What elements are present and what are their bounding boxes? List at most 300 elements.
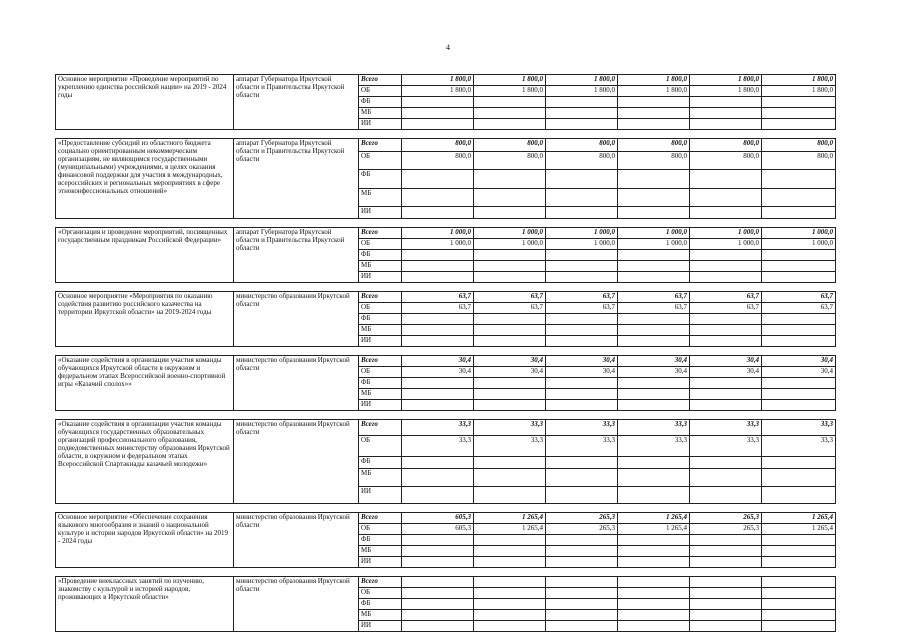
funding-source: ОБ	[359, 436, 402, 457]
amount-cell: 30,4	[546, 356, 618, 367]
amount-cell	[762, 400, 836, 411]
amount-cell: 265,3	[546, 513, 618, 524]
amount-cell	[762, 535, 836, 546]
amount-cell: 800,0	[762, 139, 836, 152]
amount-cell: 1 800,0	[618, 86, 690, 97]
activity-total-row	[56, 139, 836, 152]
amount-cell	[690, 610, 762, 621]
amount-cell	[474, 599, 546, 610]
activity-name: «Организация и проведение мероприятий, посвященных государственным праздникам Российской Федерации»	[56, 228, 234, 283]
amount-cell	[546, 314, 618, 325]
activity-total-row	[56, 356, 836, 367]
funding-source: Всего	[359, 75, 402, 86]
funding-source: ИИ	[359, 119, 402, 130]
activity-total-row	[56, 228, 836, 239]
amount-cell: 63,7	[618, 292, 690, 303]
amount-cell	[474, 336, 546, 347]
amount-cell: 33,3	[762, 436, 836, 457]
amount-cell: 63,7	[402, 292, 474, 303]
funding-source: ОБ	[359, 239, 402, 250]
amount-cell	[762, 170, 836, 189]
responsible-executor: аппарат Губернатора Иркутской области и Правительства Иркутской области	[234, 75, 359, 130]
amount-cell	[618, 621, 690, 632]
funding-source: ИИ	[359, 400, 402, 411]
amount-cell	[546, 250, 618, 261]
amount-cell	[762, 108, 836, 119]
amount-cell: 1 800,0	[690, 75, 762, 86]
amount-cell	[474, 588, 546, 599]
amount-cell: 33,3	[402, 436, 474, 457]
amount-cell: 1 000,0	[762, 239, 836, 250]
amount-cell	[546, 535, 618, 546]
amount-cell: 33,3	[690, 420, 762, 436]
amount-cell	[474, 457, 546, 469]
funding-source: МБ	[359, 325, 402, 336]
amount-cell	[546, 189, 618, 207]
amount-cell	[690, 250, 762, 261]
amount-cell	[474, 535, 546, 546]
funding-source: ФБ	[359, 97, 402, 108]
amount-cell	[546, 170, 618, 189]
amount-cell: 265,3	[546, 524, 618, 535]
amount-cell: 1 800,0	[762, 75, 836, 86]
amount-cell: 63,7	[690, 292, 762, 303]
amount-cell: 265,3	[690, 524, 762, 535]
amount-cell	[618, 389, 690, 400]
section-gap	[56, 568, 836, 577]
amount-cell	[546, 207, 618, 219]
amount-cell: 33,3	[618, 420, 690, 436]
funding-source: ОБ	[359, 524, 402, 535]
funding-source: ОБ	[359, 588, 402, 599]
amount-cell	[690, 621, 762, 632]
amount-cell	[762, 261, 836, 272]
amount-cell	[618, 207, 690, 219]
amount-cell	[618, 469, 690, 487]
amount-cell: 800,0	[546, 139, 618, 152]
amount-cell: 1 265,4	[474, 524, 546, 535]
amount-cell: 800,0	[402, 152, 474, 170]
amount-cell	[474, 170, 546, 189]
amount-cell: 33,3	[690, 436, 762, 457]
amount-cell	[402, 170, 474, 189]
amount-cell: 605,3	[402, 513, 474, 524]
amount-cell	[402, 487, 474, 504]
amount-cell: 1 800,0	[474, 75, 546, 86]
amount-cell: 30,4	[546, 367, 618, 378]
amount-cell	[618, 272, 690, 283]
activity-name: Основное мероприятие «Проведение мероприятий по укреплению единства российской нации» на 2019 - 2024 годы	[56, 75, 234, 130]
amount-cell: 800,0	[690, 139, 762, 152]
amount-cell	[618, 577, 690, 588]
amount-cell: 1 000,0	[474, 239, 546, 250]
section-gap	[56, 283, 836, 292]
funding-source: ИИ	[359, 557, 402, 568]
amount-cell	[690, 546, 762, 557]
amount-cell	[618, 325, 690, 336]
amount-cell	[474, 261, 546, 272]
amount-cell: 30,4	[402, 367, 474, 378]
amount-cell	[690, 189, 762, 207]
amount-cell: 30,4	[474, 367, 546, 378]
amount-cell: 800,0	[618, 152, 690, 170]
amount-cell: 1 800,0	[546, 86, 618, 97]
amount-cell	[618, 400, 690, 411]
funding-source: Всего	[359, 420, 402, 436]
amount-cell	[618, 557, 690, 568]
amount-cell	[546, 97, 618, 108]
amount-cell	[690, 487, 762, 504]
amount-cell: 30,4	[474, 356, 546, 367]
amount-cell	[762, 588, 836, 599]
amount-cell	[690, 261, 762, 272]
funding-source: ИИ	[359, 336, 402, 347]
amount-cell	[546, 599, 618, 610]
amount-cell	[690, 457, 762, 469]
amount-cell	[690, 336, 762, 347]
amount-cell	[690, 325, 762, 336]
amount-cell: 800,0	[402, 139, 474, 152]
funding-source: ФБ	[359, 599, 402, 610]
amount-cell: 265,3	[690, 513, 762, 524]
amount-cell	[402, 250, 474, 261]
amount-cell	[546, 577, 618, 588]
responsible-executor: аппарат Губернатора Иркутской области и Правительства Иркутской области	[234, 139, 359, 219]
amount-cell	[762, 599, 836, 610]
responsible-executor: министерство образования Иркутской области	[234, 577, 359, 632]
funding-source: ИИ	[359, 207, 402, 219]
amount-cell	[402, 599, 474, 610]
amount-cell	[474, 487, 546, 504]
amount-cell	[762, 557, 836, 568]
amount-cell	[690, 400, 762, 411]
funding-source: ФБ	[359, 535, 402, 546]
amount-cell: 33,3	[546, 420, 618, 436]
amount-cell	[762, 314, 836, 325]
amount-cell: 1 800,0	[402, 86, 474, 97]
amount-cell: 800,0	[762, 152, 836, 170]
amount-cell	[474, 577, 546, 588]
amount-cell	[402, 557, 474, 568]
amount-cell	[762, 325, 836, 336]
amount-cell	[690, 170, 762, 189]
activity-total-row	[56, 513, 836, 524]
gap-cell	[56, 504, 836, 513]
amount-cell	[474, 325, 546, 336]
page-number: 4	[446, 43, 450, 52]
funding-source: МБ	[359, 610, 402, 621]
amount-cell	[474, 621, 546, 632]
amount-cell	[690, 557, 762, 568]
funding-source: ФБ	[359, 314, 402, 325]
amount-cell: 1 265,4	[618, 513, 690, 524]
amount-cell: 63,7	[402, 303, 474, 314]
amount-cell	[474, 469, 546, 487]
funding-source: ОБ	[359, 86, 402, 97]
amount-cell: 1 000,0	[474, 228, 546, 239]
amount-cell	[474, 557, 546, 568]
amount-cell: 1 000,0	[618, 228, 690, 239]
amount-cell: 800,0	[618, 139, 690, 152]
activity-name: Основное мероприятие «Обеспечение сохранения языкового многообразия и знаний о национальной культуре и истории народов Иркутской области» на 2019 - 2024 годы	[56, 513, 234, 568]
amount-cell	[402, 610, 474, 621]
amount-cell	[402, 108, 474, 119]
amount-cell	[546, 588, 618, 599]
amount-cell	[474, 119, 546, 130]
amount-cell	[546, 336, 618, 347]
amount-cell	[402, 588, 474, 599]
amount-cell: 1 265,4	[474, 513, 546, 524]
funding-source: МБ	[359, 261, 402, 272]
amount-cell: 1 800,0	[474, 86, 546, 97]
amount-cell: 33,3	[402, 420, 474, 436]
amount-cell	[546, 325, 618, 336]
amount-cell	[690, 469, 762, 487]
amount-cell	[546, 457, 618, 469]
amount-cell	[618, 250, 690, 261]
funding-source: Всего	[359, 228, 402, 239]
responsible-executor: аппарат Губернатора Иркутской области и Правительства Иркутской области	[234, 228, 359, 283]
funding-source: ИИ	[359, 272, 402, 283]
amount-cell: 33,3	[546, 436, 618, 457]
amount-cell	[474, 250, 546, 261]
amount-cell	[474, 108, 546, 119]
amount-cell	[546, 487, 618, 504]
amount-cell	[474, 189, 546, 207]
amount-cell	[546, 400, 618, 411]
amount-cell: 33,3	[474, 420, 546, 436]
amount-cell: 1 265,4	[618, 524, 690, 535]
activity-name: «Оказание содействия в организации участия команды обучающихся государственных образовательных организаций профессионального образования, подведомственных министерству образования Иркутской области, в окружном и федеральном этапах Всероссийской Спартакиады казачьей молодежи»	[56, 420, 234, 504]
amount-cell: 30,4	[762, 356, 836, 367]
funding-source: МБ	[359, 546, 402, 557]
amount-cell: 1 000,0	[618, 239, 690, 250]
amount-cell	[546, 557, 618, 568]
amount-cell: 63,7	[690, 303, 762, 314]
funding-source: ОБ	[359, 367, 402, 378]
amount-cell	[618, 189, 690, 207]
amount-cell	[690, 207, 762, 219]
amount-cell: 1 800,0	[402, 75, 474, 86]
responsible-executor: министерство образования Иркутской области	[234, 513, 359, 568]
funding-source: ФБ	[359, 378, 402, 389]
activity-name: Основное мероприятие «Мероприятия по оказанию содействия развитию российского казачества на территории Иркутской области» на 2019-2024 годы	[56, 292, 234, 347]
section-gap	[56, 219, 836, 228]
funding-source: ОБ	[359, 303, 402, 314]
amount-cell	[402, 261, 474, 272]
amount-cell: 1 000,0	[690, 239, 762, 250]
amount-cell	[618, 170, 690, 189]
activity-total-row	[56, 420, 836, 436]
funding-source: Всего	[359, 292, 402, 303]
amount-cell: 1 000,0	[402, 228, 474, 239]
amount-cell	[690, 535, 762, 546]
amount-cell: 30,4	[690, 356, 762, 367]
amount-cell	[474, 610, 546, 621]
amount-cell	[618, 108, 690, 119]
gap-cell	[56, 219, 836, 228]
amount-cell	[618, 261, 690, 272]
amount-cell	[402, 577, 474, 588]
amount-cell: 33,3	[474, 436, 546, 457]
amount-cell	[402, 189, 474, 207]
amount-cell	[618, 599, 690, 610]
amount-cell: 1 000,0	[762, 228, 836, 239]
amount-cell: 63,7	[546, 292, 618, 303]
amount-cell	[762, 336, 836, 347]
amount-cell: 800,0	[474, 139, 546, 152]
amount-cell	[402, 207, 474, 219]
amount-cell	[402, 97, 474, 108]
section-gap	[56, 504, 836, 513]
amount-cell	[618, 610, 690, 621]
amount-cell: 63,7	[474, 303, 546, 314]
amount-cell	[402, 457, 474, 469]
funding-source: ИИ	[359, 621, 402, 632]
amount-cell	[474, 400, 546, 411]
amount-cell: 63,7	[762, 292, 836, 303]
funding-source: Всего	[359, 356, 402, 367]
amount-cell	[762, 621, 836, 632]
amount-cell	[402, 314, 474, 325]
amount-cell	[546, 108, 618, 119]
amount-cell	[762, 378, 836, 389]
amount-cell: 30,4	[690, 367, 762, 378]
funding-source: МБ	[359, 189, 402, 207]
amount-cell: 1 000,0	[402, 239, 474, 250]
amount-cell: 1 265,4	[762, 513, 836, 524]
amount-cell	[402, 119, 474, 130]
activity-name: «Предоставление субсидий из областного бюджета социально ориентированным некоммерческим организациям, не являющимся государственными (муниципальными) учреждениями, в целях оказания финансовой поддержки для участия в международных, всероссийских и региональных мероприятиях в сфере этноконфессиональных отношений»	[56, 139, 234, 219]
activity-total-row	[56, 75, 836, 86]
amount-cell	[474, 389, 546, 400]
amount-cell	[762, 469, 836, 487]
amount-cell: 30,4	[402, 356, 474, 367]
amount-cell	[402, 389, 474, 400]
funding-source: ФБ	[359, 457, 402, 469]
amount-cell	[690, 588, 762, 599]
amount-cell	[546, 546, 618, 557]
amount-cell	[474, 378, 546, 389]
amount-cell	[618, 336, 690, 347]
amount-cell	[690, 272, 762, 283]
amount-cell: 33,3	[762, 420, 836, 436]
responsible-executor: министерство образования Иркутской области	[234, 420, 359, 504]
amount-cell	[402, 535, 474, 546]
funding-source: ФБ	[359, 170, 402, 189]
amount-cell	[762, 487, 836, 504]
amount-cell	[546, 621, 618, 632]
amount-cell	[474, 272, 546, 283]
amount-cell	[546, 469, 618, 487]
amount-cell	[402, 336, 474, 347]
amount-cell	[690, 599, 762, 610]
activity-name: «Оказание содействия в организации участия команды обучающихся Иркутской области в окружном и федеральном этапах Всероссийской военно-спортивной игры «Казачий сполох»»	[56, 356, 234, 411]
amount-cell: 1 000,0	[690, 228, 762, 239]
amount-cell	[618, 588, 690, 599]
amount-cell: 1 000,0	[546, 239, 618, 250]
amount-cell: 800,0	[474, 152, 546, 170]
amount-cell	[402, 621, 474, 632]
amount-cell: 63,7	[762, 303, 836, 314]
amount-cell	[402, 546, 474, 557]
amount-cell	[690, 97, 762, 108]
amount-cell: 30,4	[618, 367, 690, 378]
section-gap	[56, 347, 836, 356]
amount-cell	[618, 535, 690, 546]
amount-cell	[690, 314, 762, 325]
amount-cell	[762, 119, 836, 130]
amount-cell: 1 000,0	[546, 228, 618, 239]
amount-cell	[546, 378, 618, 389]
amount-cell	[762, 389, 836, 400]
amount-cell	[762, 546, 836, 557]
amount-cell: 1 800,0	[762, 86, 836, 97]
amount-cell: 1 265,4	[762, 524, 836, 535]
amount-cell	[474, 314, 546, 325]
amount-cell	[474, 97, 546, 108]
activity-total-row	[56, 577, 836, 588]
amount-cell	[690, 577, 762, 588]
funding-source: Всего	[359, 139, 402, 152]
amount-cell	[690, 119, 762, 130]
funding-source: Всего	[359, 577, 402, 588]
funding-source: МБ	[359, 389, 402, 400]
amount-cell	[402, 400, 474, 411]
amount-cell: 800,0	[546, 152, 618, 170]
amount-cell	[762, 610, 836, 621]
amount-cell	[762, 250, 836, 261]
amount-cell	[618, 314, 690, 325]
gap-cell	[56, 568, 836, 577]
amount-cell	[546, 272, 618, 283]
amount-cell: 63,7	[474, 292, 546, 303]
gap-cell	[56, 283, 836, 292]
amount-cell	[618, 119, 690, 130]
funding-source: ФБ	[359, 250, 402, 261]
amount-cell	[618, 546, 690, 557]
amount-cell	[546, 119, 618, 130]
budget-table	[55, 74, 836, 632]
amount-cell: 800,0	[690, 152, 762, 170]
activity-name: «Проведение внеклассных занятий по изучению, знакомству с культурой и историей народов, проживающих в Иркутской области»	[56, 577, 234, 632]
amount-cell	[762, 207, 836, 219]
funding-source: МБ	[359, 469, 402, 487]
amount-cell	[546, 389, 618, 400]
gap-cell	[56, 130, 836, 139]
amount-cell	[762, 272, 836, 283]
amount-cell	[474, 546, 546, 557]
amount-cell	[618, 378, 690, 389]
amount-cell: 605,3	[402, 524, 474, 535]
amount-cell: 1 800,0	[618, 75, 690, 86]
amount-cell: 33,3	[618, 436, 690, 457]
amount-cell	[618, 97, 690, 108]
amount-cell	[546, 610, 618, 621]
amount-cell	[402, 272, 474, 283]
activity-total-row	[56, 292, 836, 303]
gap-cell	[56, 411, 836, 420]
section-gap	[56, 130, 836, 139]
responsible-executor: министерство образования Иркутской области	[234, 356, 359, 411]
amount-cell	[690, 378, 762, 389]
funding-source: Всего	[359, 513, 402, 524]
amount-cell	[762, 457, 836, 469]
amount-cell	[690, 108, 762, 119]
amount-cell	[474, 207, 546, 219]
amount-cell	[618, 487, 690, 504]
amount-cell: 63,7	[618, 303, 690, 314]
